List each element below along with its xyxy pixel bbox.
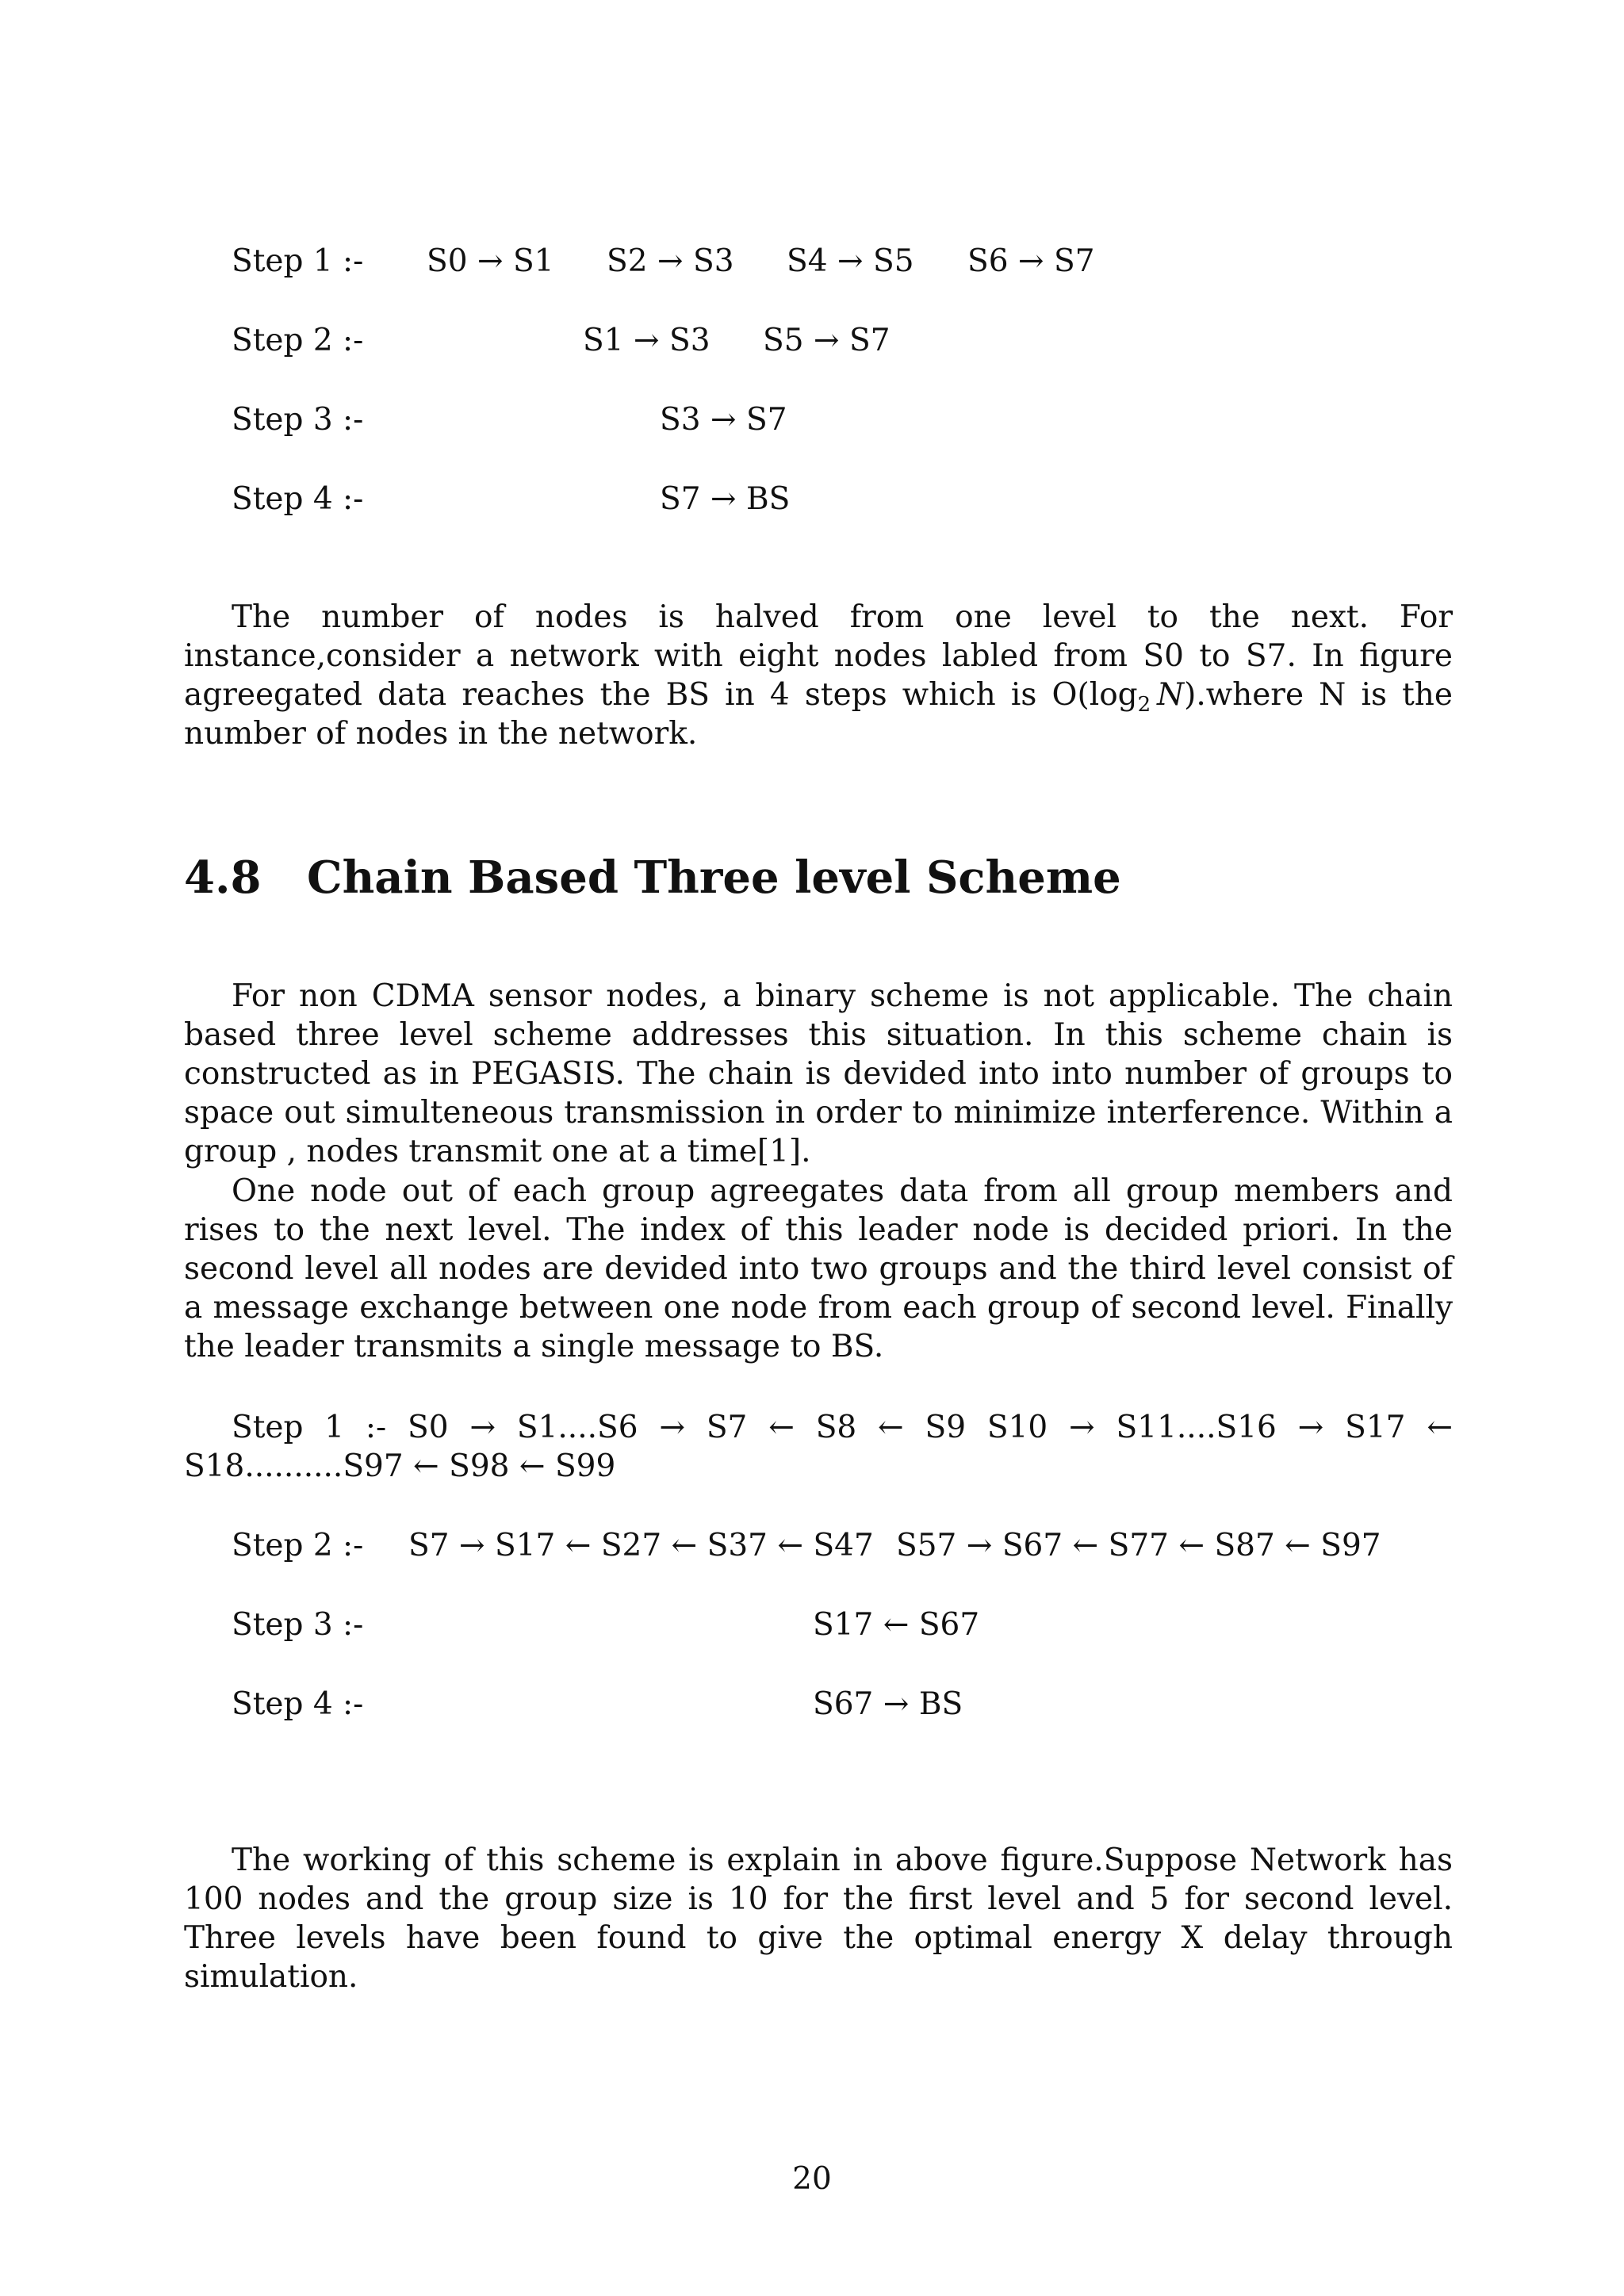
step-2-item-1: S1 → S3 [583, 323, 710, 358]
paragraph-leader: One node out of each group agreegates data from all group members and rises to the next level. The index of this leader node is decided priori. In the second level all nodes are devided into two groups and the third level consist of a message exchange between one node from each group of second level. Finally the leader transmits a single message to BS. [184, 1173, 1453, 1364]
chain-step-2-label: Step 2 :- [232, 1528, 364, 1563]
paragraph-halving-text: The number of nodes is halved from one level to the next. For instance,consider a network with eight nodes labled from S0 to S7. In figure agreegated data reaches the BS in 4 steps which is O(log [184, 599, 1453, 713]
step-1-item-4: S6 → S7 [967, 243, 1095, 279]
step-1-label: Step 1 :- [232, 243, 364, 279]
step-1-item-3: S4 → S5 [787, 243, 914, 279]
paragraph-working: The working of this scheme is explain in above figure.Suppose Network has 100 nodes and the group size is 10 for the first level and 5 for second level. Three levels have been found to give the optimal energy X delay through simulation. [184, 1843, 1453, 1995]
log-subscript: 2 [1137, 693, 1151, 717]
step-1-item-2: S2 → S3 [607, 243, 734, 279]
step-4-item-1: S7 → BS [660, 481, 791, 517]
chain-step-2-group-2: S57 → S67 ← S77 ← S87 ← S97 [896, 1528, 1381, 1563]
step-3-item-1: S3 → S7 [660, 402, 787, 438]
paragraph-halving-tail: ).where N is the number of nodes in the network. [184, 677, 1453, 752]
section-number: 4.8 [184, 851, 262, 904]
step-2-item-2: S5 → S7 [763, 323, 891, 358]
page-number: 20 [792, 2161, 832, 2197]
step-3-label: Step 3 :- [232, 402, 364, 438]
chain-step-4-label: Step 4 :- [232, 1686, 364, 1722]
chain-step-4-item: S67 → BS [813, 1686, 963, 1722]
chain-step-3-label: Step 3 :- [232, 1607, 364, 1643]
log-variable: N [1156, 677, 1185, 713]
chain-step-2-group-1: S7 → S17 ← S27 ← S37 ← S47 [408, 1528, 874, 1563]
chain-step-1: Step 1 :- S0 → S1....S6 → S7 ← S8 ← S9 S10 → S11....S16 → S17 ← S18..........S97 ← S98 ← S99 [184, 1410, 1453, 1484]
step-2-label: Step 2 :- [232, 323, 364, 358]
paragraph-halving [184, 598, 1453, 753]
step-4-label: Step 4 :- [232, 481, 364, 517]
section-heading [184, 850, 1121, 905]
step-1-item-1: S0 → S1 [427, 243, 554, 279]
paragraph-cdma: For non CDMA sensor nodes, a binary scheme is not applicable. The chain based three level scheme addresses this situation. In this scheme chain is constructed as in PEGASIS. The chain is devided into into number of groups to space out simulteneous transmission in order to minimize interference. Within a group , nodes transmit one at a time[1]. [184, 978, 1453, 1169]
section-title: Chain Based Three level Scheme [307, 851, 1121, 904]
chain-step-3-item: S17 ← S67 [813, 1607, 980, 1643]
